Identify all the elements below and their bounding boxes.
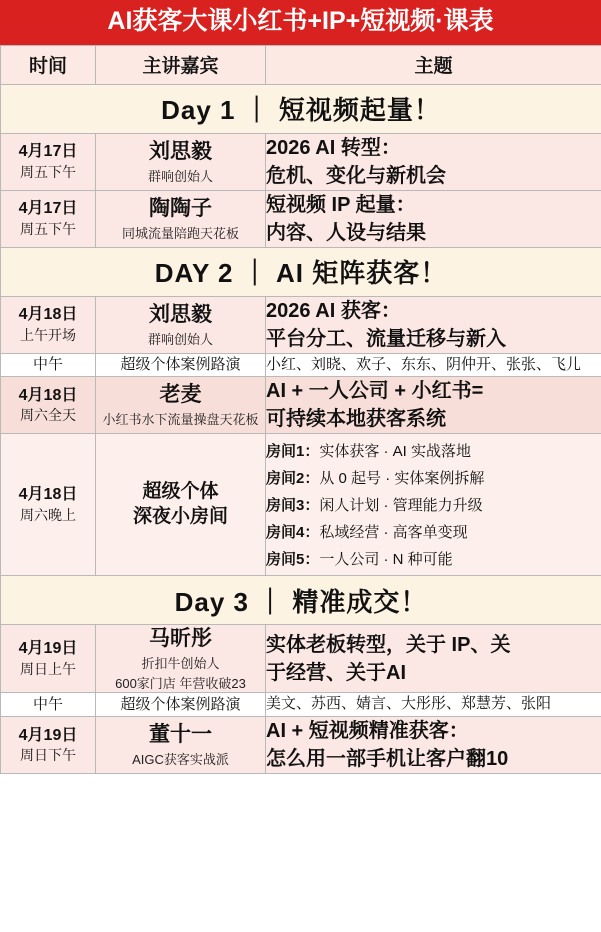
table-row — [1, 190, 601, 247]
row-guest-name: 马昕彤 — [149, 627, 212, 650]
row-time-slot: 周日下午 — [20, 747, 76, 764]
room-item — [266, 467, 601, 488]
room-text: 闲人计划 · 管理能力升级 — [319, 497, 483, 514]
room-label: 房间1： — [266, 443, 320, 460]
row-time-date: 4月17日 — [18, 143, 78, 161]
row-topic — [266, 133, 601, 190]
row-guest: 超级个体案例路演 — [96, 353, 266, 377]
room-label: 房间5： — [266, 551, 320, 568]
row-guest-name-line1: 超级个体 — [142, 480, 219, 502]
row-guest-role-line1: 折扣牛创始人 — [141, 656, 220, 672]
room-label: 房间4： — [266, 524, 320, 541]
row-guest — [96, 434, 266, 576]
row-topic — [266, 353, 601, 377]
day-banner-1 — [1, 84, 601, 133]
row-time-slot: 周五下午 — [20, 163, 76, 180]
row-time — [1, 296, 96, 353]
table-row — [1, 716, 601, 773]
table-row — [1, 353, 601, 377]
row-guest — [96, 296, 266, 353]
row-topic-line2: 于经营、关于AI — [266, 661, 406, 684]
table-row — [1, 434, 601, 576]
room-item — [266, 440, 601, 461]
row-guest-name: 刘思毅 — [149, 302, 212, 326]
row-time-slot: 周日上午 — [20, 661, 76, 678]
row-time — [1, 377, 96, 434]
row-guest-name-line2: 深夜小房间 — [132, 505, 228, 527]
row-guest-name: 老麦 — [159, 383, 202, 407]
row-topic — [266, 190, 601, 247]
room-text: 实体获客 · AI 实战落地 — [319, 443, 472, 460]
room-text: 私域经营 · 高客单变现 — [319, 524, 468, 541]
column-header-time: 时间 — [1, 45, 96, 84]
row-time — [1, 133, 96, 190]
row-guest-role-line2: 600家门店 年营收破23 — [115, 675, 246, 691]
row-topic-line2: 可持续本地获客系统 — [266, 408, 446, 430]
row-time-date: 4月18日 — [18, 386, 78, 404]
row-time — [1, 716, 96, 773]
schedule-table — [0, 45, 601, 774]
row-topic — [266, 716, 601, 773]
table-row — [1, 625, 601, 693]
row-time-slot: 上午开场 — [20, 326, 76, 343]
row-guest — [96, 716, 266, 773]
room-item — [266, 521, 601, 542]
row-topic-line2: 内容、人设与结果 — [266, 221, 426, 244]
table-row — [1, 133, 601, 190]
row-time — [1, 625, 96, 693]
row-guest: 超级个体案例路演 — [96, 693, 266, 717]
day-banner-1-label: Day 1 ｜ 短视频起量！ — [1, 84, 601, 133]
column-header-topic: 主题 — [266, 45, 601, 84]
row-topic-line1: 短视频 IP 起量： — [266, 193, 416, 216]
row-time — [1, 190, 96, 247]
row-topic-line1: 实体老板转型，关于 IP、关 — [266, 633, 511, 656]
row-topic-line1: 2026 AI 转型： — [266, 136, 401, 159]
row-guest — [96, 377, 266, 434]
day-banner-3 — [1, 576, 601, 625]
row-topic — [266, 693, 601, 717]
room-label: 房间3： — [266, 497, 320, 514]
room-text: 一人公司 · N 种可能 — [319, 551, 453, 568]
row-time-date: 4月18日 — [18, 486, 78, 504]
row-topic-line2: 平台分工、流量迁移与新入 — [266, 327, 506, 350]
row-time-slot: 周五下午 — [20, 220, 76, 237]
row-topic-text: 美文、苏西、婧言、大彤彤、郑慧芳、张阳 — [266, 695, 552, 713]
room-item — [266, 494, 601, 515]
row-time — [1, 434, 96, 576]
table-header-row — [1, 45, 601, 84]
row-topic-line1: AI + 短视频精准获客： — [266, 719, 469, 742]
row-topic — [266, 296, 601, 353]
row-guest — [96, 190, 266, 247]
row-time-date: 4月17日 — [18, 200, 78, 218]
row-guest-role: 同城流量陪跑天花板 — [121, 225, 239, 241]
row-time-date: 4月19日 — [18, 640, 78, 658]
row-guest-role: 群响创始人 — [147, 331, 213, 347]
day-banner-3-label: Day 3 ｜ 精准成交！ — [1, 576, 601, 625]
table-row — [1, 377, 601, 434]
row-time: 中午 — [1, 693, 96, 717]
room-item — [266, 548, 601, 569]
row-topic — [266, 625, 601, 693]
room-text: 从 0 起号 · 实体案例拆解 — [319, 470, 485, 487]
row-time-date: 4月18日 — [18, 306, 78, 324]
room-label: 房间2： — [266, 470, 320, 487]
day-banner-2-label: DAY 2 ｜ AI 矩阵获客！ — [1, 247, 601, 296]
page-title: AI获客大课小红书+IP+短视频·课表 — [0, 0, 601, 45]
row-guest-role: 小红书水下流量操盘天花板 — [102, 412, 259, 428]
row-topic-text: 小红、刘晓、欢子、东东、阴仲开、张张、飞儿 — [266, 355, 582, 373]
row-guest — [96, 625, 266, 693]
row-time-slot: 周六全天 — [20, 407, 76, 424]
row-guest-role: 群响创始人 — [147, 168, 213, 184]
column-header-guest: 主讲嘉宾 — [96, 45, 266, 84]
row-time: 中午 — [1, 353, 96, 377]
row-time-date: 4月19日 — [18, 726, 78, 744]
day-banner-2 — [1, 247, 601, 296]
table-row — [1, 296, 601, 353]
table-row — [1, 693, 601, 717]
row-guest-name: 刘思毅 — [149, 139, 212, 163]
row-topic — [266, 377, 601, 434]
row-time-slot: 周六晚上 — [20, 506, 76, 523]
row-guest-name: 陶陶子 — [149, 196, 212, 220]
row-topic-line1: AI + 一人公司 + 小红书= — [266, 380, 484, 402]
row-guest-role: AIGC获客实战派 — [132, 752, 229, 768]
row-topic-line2: 怎么用一部手机让客户翻10 — [266, 747, 509, 770]
row-topic-rooms — [266, 434, 601, 576]
row-guest-name: 董十一 — [149, 722, 212, 746]
row-topic-line2: 危机、变化与新机会 — [266, 164, 446, 187]
row-topic-line1: 2026 AI 获客： — [266, 299, 401, 322]
row-guest — [96, 133, 266, 190]
